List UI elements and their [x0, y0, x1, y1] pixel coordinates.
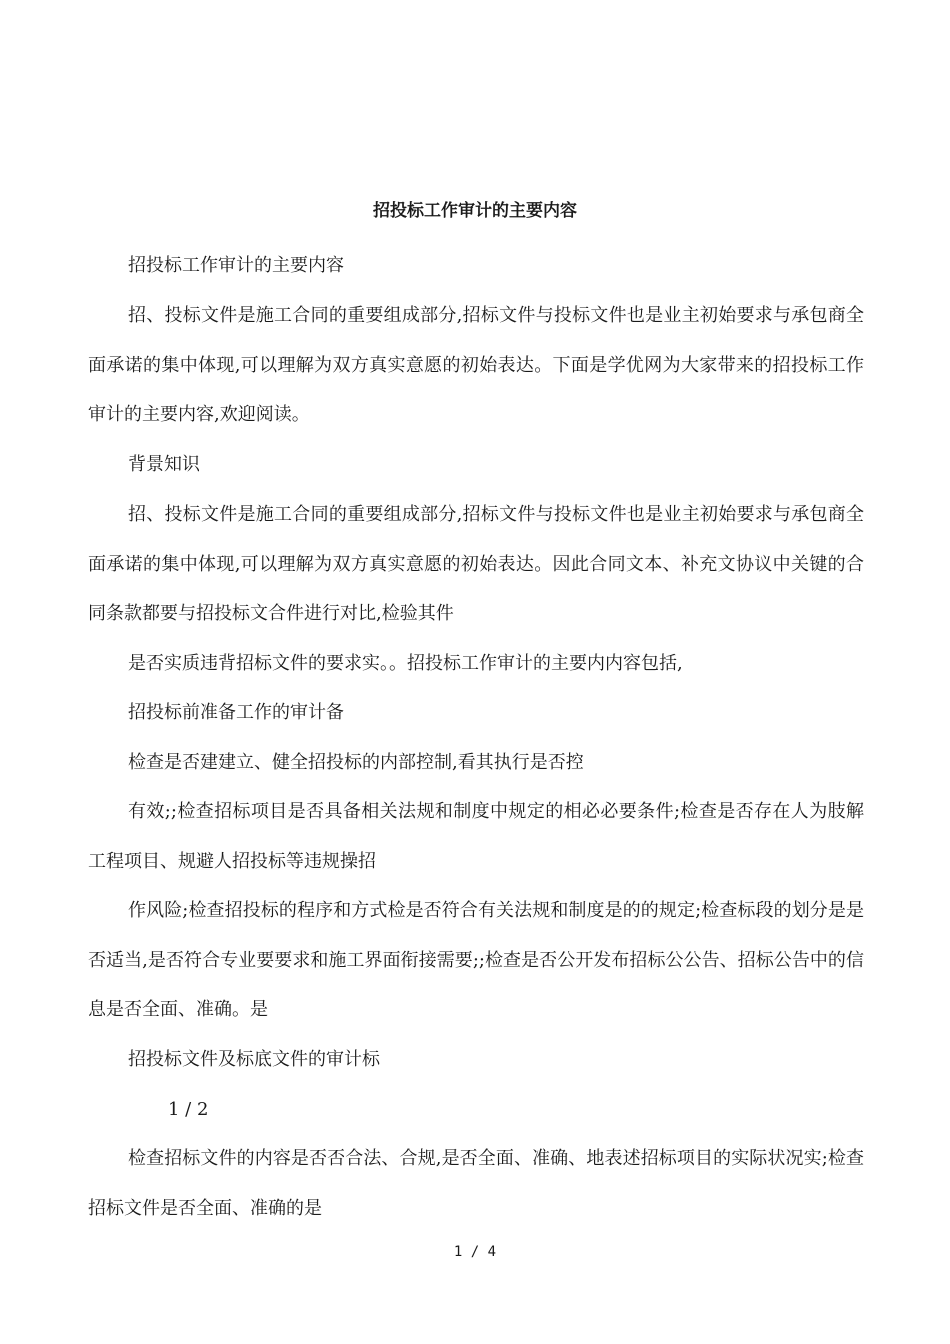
paragraph: 招、投标文件是施工合同的重要组成部分,招标文件与投标文件也是业主初始要求与承包商全面承诺的集中体现,可以理解为双方真实意愿的初始表达。下面是学优网为大家带来的招投标工作审计的主要内容,欢迎阅读。 [88, 305, 864, 426]
paragraph: 检查是否建建立、健全招投标的内部控制,看其执行是否控 [128, 752, 584, 773]
paragraph: 招投标前准备工作的审计备 [128, 702, 344, 723]
paragraph: 背景知识 [128, 454, 200, 475]
paragraph: 作风险;检查招投标的程序和方式检是否符合有关法规和制度是的的规定;检查标段的划分是是否适当,是否符合专业要要求和施工界面衔接需要;;检查是否公开发布招标公公告、招标公告中的信息是否全面、准确。是 [88, 900, 864, 1021]
paragraph: 招投标工作审计的主要内容 [128, 255, 344, 276]
page-number-footer: 1 / 4 [453, 1244, 497, 1260]
paragraph: 招、投标文件是施工合同的重要组成部分,招标文件与投标文件也是业主初始要求与承包商全面承诺的集中体现,可以理解为双方真实意愿的初始表达。因此合同文本、补充文协议中关键的合同条款都要与招投标文合件进行对比,检验其件 [88, 504, 864, 625]
document-title: 招投标工作审计的主要内容 [373, 201, 577, 221]
paragraph: 检查招标文件的内容是否否合法、合规,是否全面、准确、地表述招标项目的实际状况实;检查招标文件是否全面、准确的是 [88, 1148, 864, 1219]
paragraph: 招投标文件及标底文件的审计标 [128, 1049, 380, 1070]
paragraph: 是否实质违背招标文件的要求实。。招投标工作审计的主要内内容包括, [128, 653, 683, 674]
inline-page-number: 1 / 2 [168, 1099, 209, 1120]
paragraph: 有效;;检查招标项目是否具备相关法规和制度中规定的相必必要条件;检查是否存在人为肢解工程项目、规避人招投标等违规操招 [88, 801, 864, 872]
